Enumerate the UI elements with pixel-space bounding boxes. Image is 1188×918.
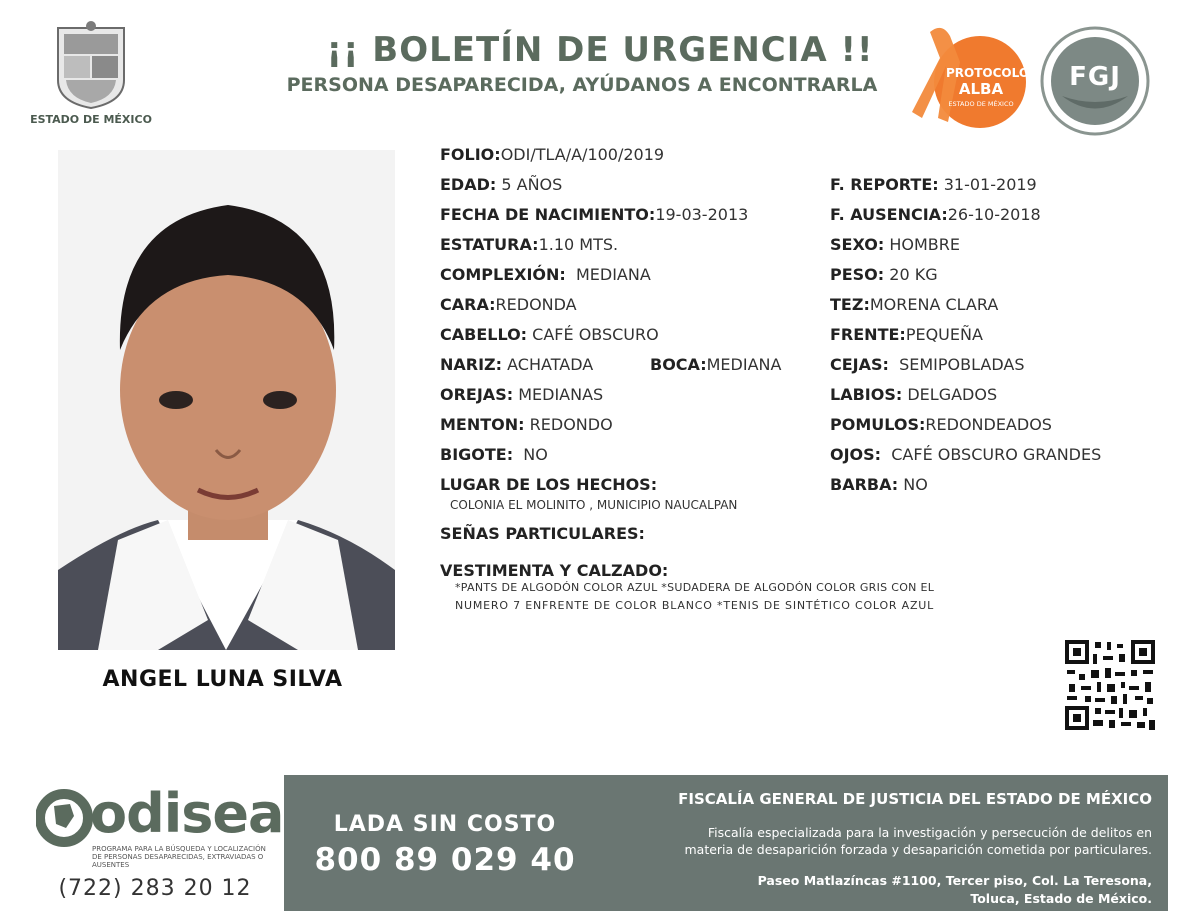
pomulos-row (830, 415, 1052, 434)
cabello-row (440, 325, 659, 344)
fgj-addr-line1: Paseo Matlazíncas #1100, Tercer piso, Col. La Teresona, (757, 873, 1152, 888)
bigote-row (440, 445, 548, 464)
fgj-description (600, 824, 1152, 858)
boca-row (650, 355, 781, 374)
odisea-tagline: PROGRAMA PARA LA BÚSQUEDA Y LOCALIZACIÓN DE PERSONAS DESAPARECIDAS, EXTRAVIADAS O AUSENTES (92, 845, 266, 869)
tez-label: TEZ: (830, 295, 870, 314)
lugar-row (440, 475, 657, 494)
peso-label: PESO: (830, 265, 885, 284)
edad-row (440, 175, 562, 194)
nariz-label: NARIZ: (440, 355, 503, 374)
f-ausencia-value: 26-10-2018 (947, 205, 1041, 224)
f-reporte-row (830, 175, 1037, 194)
tez-value: MORENA CLARA (869, 295, 999, 314)
folio-value: ODI/TLA/A/100/2019 (500, 145, 665, 164)
sexo-value: HOMBRE (889, 235, 960, 254)
cara-row (440, 295, 577, 314)
ojos-value: CAFÉ OBSCURO GRANDES (891, 445, 1102, 464)
labios-value: DELGADOS (907, 385, 998, 404)
fecha-nacimiento-label: FECHA DE NACIMIENTO: (440, 205, 656, 224)
menton-label: MENTON: (440, 415, 525, 434)
orejas-label: OREJAS: (440, 385, 514, 404)
odisea-phone[interactable]: (722) 283 20 12 (58, 876, 252, 901)
odisea-logo (36, 782, 284, 848)
person-name: ANGEL LUNA SILVA (102, 667, 343, 692)
fgj-desc-line2: materia de desaparición forzada y desaparición cometida por particulares. (684, 842, 1152, 857)
lada-phone-number[interactable]: 800 89 029 40 (314, 842, 576, 878)
fgj-seal-text: FGJ (1069, 62, 1121, 92)
fecha-nacimiento-row (440, 205, 748, 224)
complexion-label: COMPLEXIÓN: (440, 265, 566, 284)
vestimenta-label: VESTIMENTA Y CALZADO: (440, 561, 669, 580)
barba-label: BARBA: (830, 475, 899, 494)
qr-code[interactable] (1065, 640, 1155, 730)
fgj-desc-line1: Fiscalía especializada para la investigación y persecución de delitos en (707, 825, 1152, 840)
complexion-value: MEDIANA (575, 265, 651, 284)
cejas-row (830, 355, 1024, 374)
edad-value: 5 AÑOS (501, 175, 563, 194)
fecha-nacimiento-value: 19-03-2013 (655, 205, 749, 224)
alba-line2: ALBA (958, 80, 1004, 98)
bigote-label: BIGOTE: (440, 445, 514, 464)
bulletin-title: ¡¡ BOLETÍN DE URGENCIA !! (326, 30, 874, 70)
complexion-row (440, 265, 651, 284)
labios-row (830, 385, 997, 404)
estatura-label: ESTATURA: (440, 235, 539, 254)
folio-label: FOLIO: (440, 145, 501, 164)
vestimenta-row (440, 561, 668, 580)
folio-row (440, 145, 664, 164)
f-ausencia-label: F. AUSENCIA: (830, 205, 948, 224)
ojos-row (830, 445, 1101, 464)
pomulos-label: POMULOS: (830, 415, 926, 434)
cabello-label: CABELLO: (440, 325, 528, 344)
alba-line3: ESTADO DE MÉXICO (948, 100, 1014, 108)
frente-row (830, 325, 983, 344)
orejas-value: MEDIANAS (518, 385, 604, 404)
cabello-value: CAFÉ OBSCURO (532, 325, 659, 344)
f-ausencia-row (830, 205, 1041, 224)
senas-label: SEÑAS PARTICULARES: (440, 524, 645, 543)
bulletin-subtitle: PERSONA DESAPARECIDA, AYÚDANOS A ENCONTRARLA (286, 74, 878, 96)
protocolo-alba-logo (900, 22, 1030, 132)
sexo-row (830, 235, 960, 254)
missing-person-photo (58, 150, 395, 650)
cejas-label: CEJAS: (830, 355, 889, 374)
f-reporte-label: F. REPORTE: (830, 175, 939, 194)
nariz-row (440, 355, 593, 374)
menton-row (440, 415, 613, 434)
frente-value: PEQUEÑA (905, 325, 983, 344)
lugar-value: COLONIA EL MOLINITO , MUNICIPIO NAUCALPAN (450, 498, 738, 512)
sexo-label: SEXO: (830, 235, 885, 254)
barba-value: NO (903, 475, 928, 494)
ojos-label: OJOS: (830, 445, 882, 464)
peso-value: 20 KG (889, 265, 938, 284)
peso-row (830, 265, 938, 284)
cara-label: CARA: (440, 295, 496, 314)
senas-row (440, 524, 645, 543)
estado-de-mexico-logo (52, 20, 130, 110)
menton-value: REDONDO (529, 415, 613, 434)
labios-label: LABIOS: (830, 385, 903, 404)
odisea-wordmark: odisea (90, 782, 284, 845)
tez-row (830, 295, 998, 314)
estatura-row (440, 235, 618, 254)
fgj-seal (1040, 26, 1150, 136)
pomulos-value: REDONDEADOS (925, 415, 1052, 434)
orejas-row (440, 385, 603, 404)
bigote-value: NO (523, 445, 548, 464)
vestimenta-line2: NUMERO 7 ENFRENTE DE COLOR BLANCO *TENIS DE SINTÉTICO COLOR AZUL (455, 599, 935, 612)
alba-line1: PROTOCOLO (946, 66, 1030, 80)
cara-value: REDONDA (495, 295, 577, 314)
edad-label: EDAD: (440, 175, 497, 194)
estado-de-mexico-label: ESTADO DE MÉXICO (30, 113, 152, 126)
boca-value: MEDIANA (706, 355, 782, 374)
lugar-label: LUGAR DE LOS HECHOS: (440, 475, 658, 494)
lada-sin-costo-label: LADA SIN COSTO (333, 812, 557, 837)
fgj-addr-line2: Toluca, Estado de México. (970, 891, 1152, 906)
nariz-value: ACHATADA (507, 355, 594, 374)
boca-label: BOCA: (650, 355, 707, 374)
fgj-title: FISCALÍA GENERAL DE JUSTICIA DEL ESTADO DE MÉXICO (678, 790, 1152, 808)
fgj-address (600, 872, 1152, 908)
cejas-value: SEMIPOBLADAS (899, 355, 1025, 374)
frente-label: FRENTE: (830, 325, 906, 344)
estatura-value: 1.10 MTS. (538, 235, 619, 254)
vestimenta-line1: *PANTS DE ALGODÓN COLOR AZUL *SUDADERA DE ALGODÓN COLOR GRIS CON EL (455, 581, 935, 594)
f-reporte-value: 31-01-2019 (943, 175, 1037, 194)
barba-row (830, 475, 928, 494)
